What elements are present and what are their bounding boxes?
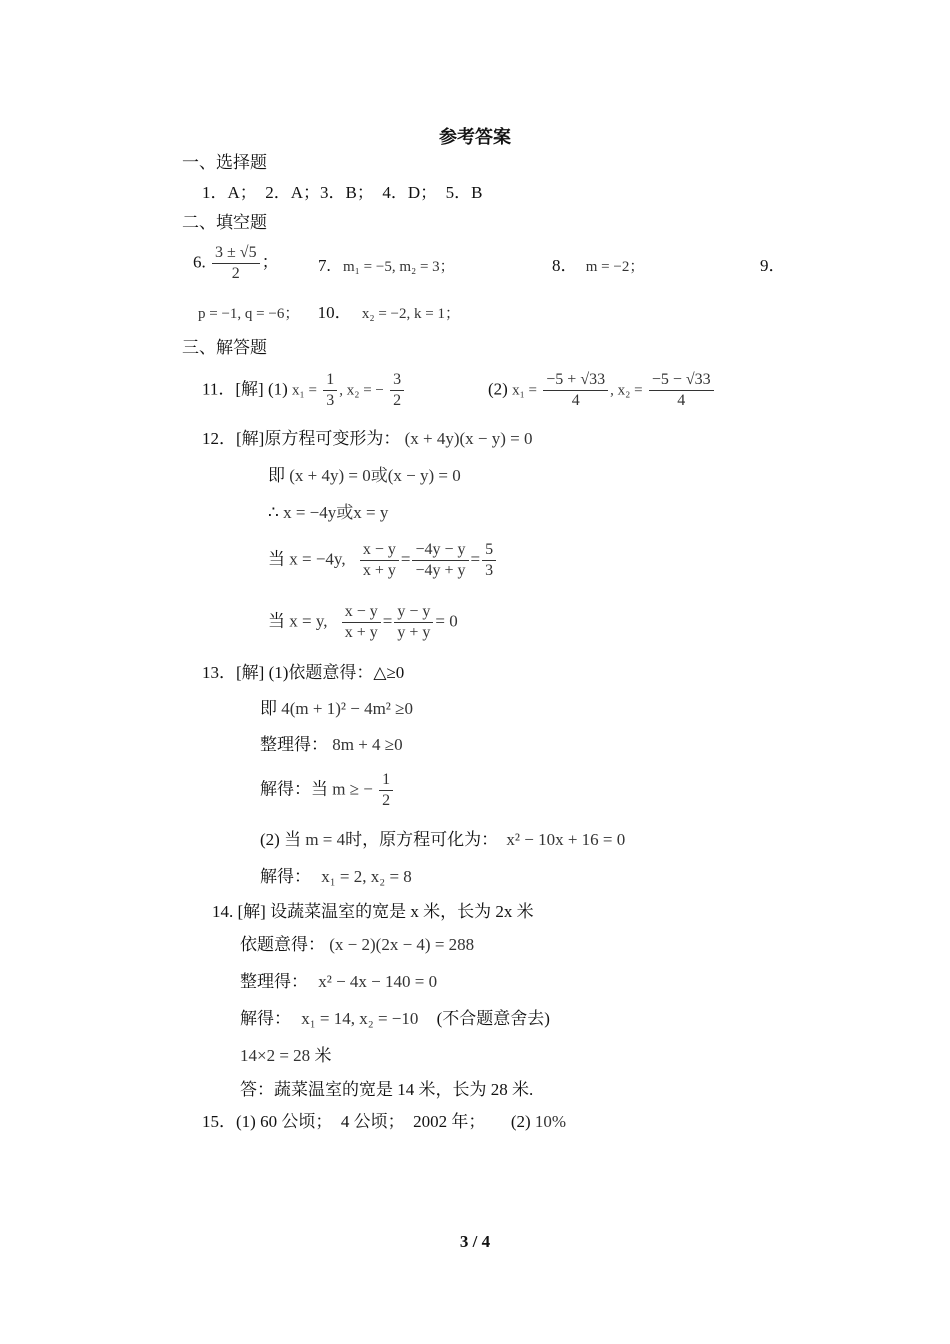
q12-line4-frac2 [412, 540, 468, 581]
q13-line3-text: 整理得： [260, 735, 328, 754]
q13-line5 [260, 829, 625, 851]
q11-answer-part1 [202, 370, 406, 411]
q14-line1: 14. [解] 设蔬菜温室的宽是 x 米，长为 2x 米 [212, 902, 534, 921]
q6-sep: ； [261, 252, 279, 272]
section-2-heading: 二、填空题 [182, 213, 267, 232]
q12-line4-frac2-den: −4y + y [415, 562, 466, 579]
q12-line2-text: 即 [268, 466, 285, 485]
q6-fraction [212, 243, 260, 284]
q8-answer [552, 255, 644, 278]
q14-line5-text: 米 [314, 1046, 332, 1065]
q13-line4-text: 解得：当 [260, 779, 328, 799]
q11-x2-den: 2 [393, 392, 402, 409]
section-1-answers: 1．A； 2．A；3．B； 4．D； 5．B [202, 183, 483, 202]
q11-answer-part2 [488, 370, 716, 411]
q13-line4-num: 1 [379, 770, 393, 791]
q11-b1-fraction [543, 370, 608, 411]
q10-label: 10． [317, 303, 352, 322]
q12-line5-cond: x = y, [289, 611, 328, 631]
q13-line2-expr: 4(m + 1)² − 4m² ≥0 [281, 699, 413, 718]
q13-line4-expr: m ≥ − [332, 779, 373, 799]
q14-line3 [240, 971, 437, 993]
q12-line5-frac2-num: y − y [394, 602, 433, 623]
q12-line4-frac3-num: 5 [482, 540, 496, 561]
q14-line2-expr: (x − 2)(2x − 4) = 288 [329, 935, 475, 954]
q7-answer [318, 255, 455, 278]
q11-x1: x₁ = [292, 382, 317, 399]
q6-denominator: 2 [231, 265, 240, 282]
q12-line5-frac1 [342, 602, 381, 643]
section-1-heading: 一、选择题 [182, 153, 267, 172]
q13-line5-cond: m = 4 [305, 830, 346, 849]
q12-line3 [268, 502, 388, 524]
q14-line4-text: 解得： [240, 1009, 291, 1028]
q11-b1-den: 4 [571, 392, 580, 409]
q13-line5-text: (2) 当 [260, 830, 302, 849]
q7-expr: m₁ = −5, m₂ = 3； [343, 259, 455, 275]
q15-expr: 10% [534, 1112, 567, 1131]
q12-eq1: (x + 4y)(x − y) = 0 [404, 429, 533, 448]
q11-part2-label: (2) [488, 379, 508, 399]
q11-x2-num: 3 [390, 370, 404, 391]
page-title: 参考答案 [439, 127, 511, 147]
q13-line6 [260, 866, 412, 888]
q14-line4 [240, 1008, 550, 1030]
q9-expr: p = −1, q = −6； [198, 306, 300, 322]
q14-line6: 答：蔬菜温室的宽是 14 米，长为 28 米. [240, 1080, 534, 1099]
q11-b2-den: 4 [677, 392, 686, 409]
q12-line5-end: = 0 [435, 611, 458, 631]
q13-line3-expr: 8m + 4 ≥0 [332, 735, 403, 754]
q12-line2 [268, 465, 461, 487]
q12-line5-frac2 [394, 602, 433, 643]
q12-line4-text: 当 [268, 549, 285, 569]
q11-x2: , x₂ = − [339, 382, 384, 399]
q14-line4-note: (不合题意舍去) [436, 1009, 550, 1028]
q13-line5-expr: x² − 10x + 16 = 0 [506, 830, 626, 849]
q9-q10-answers [198, 302, 460, 325]
q11-x2-fraction [390, 370, 404, 411]
q14-line3-text: 整理得： [240, 972, 308, 991]
q15-label: 15．(1) 60 公顷； 4 公顷； 2002 年； (2) [202, 1112, 531, 1131]
q14-line5 [240, 1045, 331, 1067]
q12-line3-text: ∴ [268, 503, 279, 522]
q12-line4-cond: x = −4y, [289, 549, 346, 569]
q14-line2 [240, 934, 474, 956]
q12-line2-expr: (x + 4y) = 0或(x − y) = 0 [289, 466, 461, 485]
q12-line5-text: 当 [268, 611, 285, 631]
q13-line1: 13．[解] (1)依题意得：△≥0 [202, 663, 405, 682]
q12-line4-frac3 [482, 540, 496, 581]
q11-x1-fraction [323, 370, 337, 411]
q12-line5-frac1-num: x − y [342, 602, 381, 623]
q7-label: 7. [318, 256, 331, 275]
page-number: 3 / 4 [459, 1232, 491, 1251]
q13-line2-text: 即 [260, 699, 277, 718]
q12-line4-frac2-num: −4y − y [412, 540, 468, 561]
section-3-heading: 三、解答题 [182, 338, 267, 357]
q13-line4-frac [379, 770, 393, 811]
q11-label: 11．[解] (1) [202, 379, 288, 399]
q12-line4-frac1 [360, 540, 399, 581]
q6-numerator: 3 ± √5 [212, 243, 260, 264]
q14-line5-expr: 14×2 = 28 [240, 1046, 311, 1065]
q6-answer [193, 243, 279, 284]
q12-line3-expr: x = −4y或x = y [283, 503, 389, 522]
q8-label: 8． [552, 256, 578, 275]
q13-line3 [260, 734, 403, 756]
q13-line6-expr: x₁ = 2, x₂ = 8 [321, 867, 412, 886]
q11-b2: , x₂ = [610, 382, 643, 399]
q6-label: 6. [193, 252, 206, 272]
q12-line4: 当 x = −4y, $\frac{x - y}{x + y}$ = $\frac{-4y - y}{-4y + y}$ = $\frac{5}{3}$ [268, 540, 498, 581]
q14-line3-expr: x² − 4x − 140 = 0 [318, 972, 438, 991]
q13-line4-den: 2 [382, 792, 391, 809]
q13-line5-rest: 时，原方程可化为： [345, 830, 499, 849]
q13-line6-text: 解得： [260, 867, 311, 886]
q11-b2-num: −5 − √33 [649, 370, 714, 391]
q12-label: 12．[解]原方程可变形为： [202, 429, 401, 448]
q10-expr: x₂ = −2, k = 1； [361, 306, 460, 322]
q12-line5-frac2-den: y + y [397, 624, 431, 641]
q13-line4 [260, 770, 395, 811]
q14-line2-text: 依题意得： [240, 935, 325, 954]
q12-line4-frac3-den: 3 [485, 562, 494, 579]
q11-b1: x₁ = [512, 382, 538, 399]
q11-x1-den: 3 [326, 392, 335, 409]
q12-line5: 当 x = y, $\frac{x - y}{x + y}$ = $\frac{y - y}{y + y}$ = 0 [268, 603, 458, 641]
q12-line4-frac1-num: x − y [360, 540, 399, 561]
q11-b2-fraction [649, 370, 714, 411]
q12-line5-frac1-den: x + y [344, 624, 378, 641]
q15-line [202, 1111, 566, 1133]
q8-expr: m = −2； [585, 259, 645, 275]
q11-x1-num: 1 [323, 370, 337, 391]
q11-b1-num: −5 + √33 [543, 370, 608, 391]
q9-label: 9． [760, 256, 786, 275]
q12-line4-frac1-den: x + y [362, 562, 396, 579]
q12-line1 [202, 428, 533, 450]
q14-line4-expr: x₁ = 14, x₂ = −10 [301, 1009, 419, 1028]
q13-line2 [260, 698, 413, 720]
